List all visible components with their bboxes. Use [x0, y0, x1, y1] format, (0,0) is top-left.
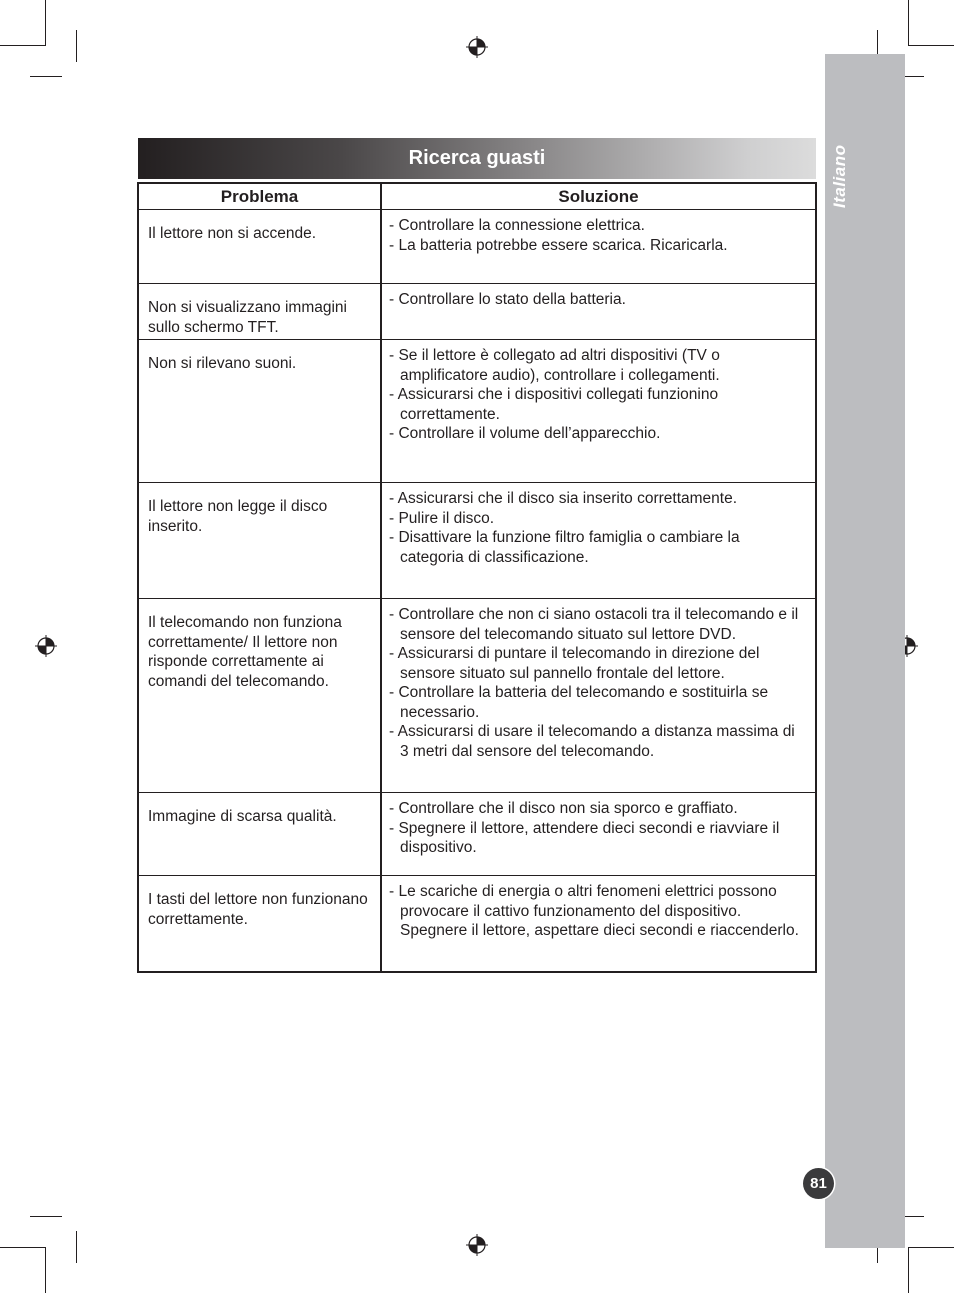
solution-cell [382, 340, 815, 482]
solution-item: - Assicurarsi che i dispositivi collegati funzionino correttamente. [389, 386, 719, 423]
problem-cell: Il lettore non legge il disco inserito. [139, 483, 382, 598]
problem-cell: Immagine di scarsa qualità. [139, 793, 382, 875]
table-row [139, 284, 815, 340]
solution-item: - La batteria potrebbe essere scarica. Ricaricarla. [389, 236, 728, 254]
table-row [139, 340, 815, 483]
crop-mark [908, 1247, 954, 1248]
solution-item: - Controllare la connessione elettrica. [389, 217, 645, 234]
table-row [139, 793, 815, 876]
problem-cell: I tasti del lettore non funzionano correttamente. [139, 876, 382, 971]
header-solution: Soluzione [558, 186, 639, 206]
solution-item: - Le scariche di energia o altri fenomeni elettrici possono provocare il cattivo funzionamento del dispositivo. Spegnere il lettore, aspettare dieci secondi e riaccenderlo. [389, 883, 799, 939]
table-row [139, 483, 815, 599]
crop-mark [0, 1247, 46, 1248]
problem-cell: Non si visualizzano immagini sullo schermo TFT. [139, 284, 382, 339]
page-number: 81 [803, 1168, 834, 1199]
solution-item: - Pulire il disco. [389, 509, 495, 527]
crop-mark [76, 30, 77, 62]
registration-mark-icon [466, 36, 488, 58]
table-row [139, 210, 815, 284]
solution-item: - Se il lettore è collegato ad altri dispositivi (TV o amplificatore audio), controllare i collegamenti. [389, 347, 720, 384]
crop-mark [0, 45, 46, 46]
table-row [139, 599, 815, 793]
header-problem: Problema [139, 184, 382, 209]
crop-mark [45, 1247, 46, 1293]
crop-mark [908, 0, 909, 46]
problem-cell: Il telecomando non funziona correttamente/ Il lettore non risponde correttamente ai comandi del telecomando. [139, 599, 382, 792]
solution-cell [382, 284, 815, 339]
solution-item: - Controllare la batteria del telecomando e sostituirla se necessario. [389, 684, 769, 721]
solution-item: - Assicurarsi che il disco sia inserito correttamente. [389, 490, 738, 507]
solution-item: - Spegnere il lettore, attendere dieci secondi e riavviare il dispositivo. [389, 819, 780, 856]
solution-item: - Assicurarsi di puntare il telecomando in direzione del sensore situato sul pannello frontale del lettore. [389, 645, 760, 682]
solution-item: - Controllare lo stato della batteria. [389, 291, 626, 308]
solution-item: - Controllare che non ci siano ostacoli tra il telecomando e il sensore del telecomando situato sul lettore DVD. [389, 606, 799, 643]
crop-mark [76, 1231, 77, 1263]
registration-mark-icon [35, 635, 57, 657]
table-body [139, 210, 815, 971]
solution-cell [382, 599, 815, 792]
crop-mark [908, 45, 954, 46]
solution-item: - Disattivare la funzione filtro famiglia o cambiare la categoria di classificazione. [389, 529, 740, 566]
problem-cell: Non si rilevano suoni. [139, 340, 382, 482]
solution-item: - Assicurarsi di usare il telecomando a distanza massima di 3 metri dal sensore del telecomando. [389, 723, 795, 760]
registration-mark-icon [466, 1234, 488, 1256]
section-title: Ricerca guasti [138, 138, 816, 179]
solution-item: - Controllare il volume dell’apparecchio. [389, 425, 661, 442]
solution-cell [382, 210, 815, 283]
crop-mark [30, 1216, 62, 1217]
solution-cell [382, 876, 815, 971]
language-label: Italiano [830, 144, 849, 208]
problem-cell: Il lettore non si accende. [139, 210, 382, 283]
solution-cell [382, 793, 815, 875]
solution-cell [382, 483, 815, 598]
language-side-tab [825, 54, 905, 1248]
crop-mark [45, 0, 46, 46]
solution-item: - Controllare che il disco non sia sporco e graffiato. [389, 800, 738, 817]
troubleshooting-table [137, 182, 817, 973]
table-header [139, 184, 815, 210]
table-row [139, 876, 815, 971]
crop-mark [30, 76, 62, 77]
crop-mark [908, 1247, 909, 1293]
